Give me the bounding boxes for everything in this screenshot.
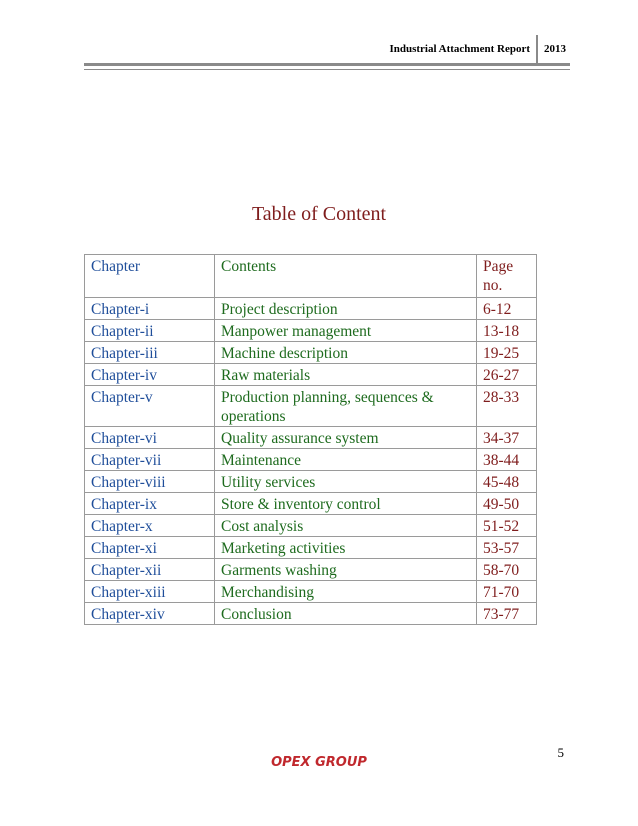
header-contents: Contents [215,255,477,298]
page-cell: 34-37 [477,427,537,449]
page-header [389,33,566,65]
chapter-cell: Chapter-iv [85,364,215,386]
report-title: Industrial Attachment Report [389,43,530,55]
page-cell: 28-33 [477,386,537,427]
table-row [85,427,537,449]
table-row [85,559,537,581]
chapter-cell: Chapter-vi [85,427,215,449]
page-cell: 51-52 [477,515,537,537]
table-row [85,581,537,603]
header-divider [536,35,538,63]
chapter-cell: Chapter-ii [85,320,215,342]
chapter-cell: Chapter-ix [85,493,215,515]
table-header-row [85,255,537,298]
contents-cell: Cost analysis [215,515,477,537]
page-title: Table of Content [251,203,387,225]
header-rule [84,63,570,66]
contents-cell: Store & inventory control [215,493,477,515]
page-cell: 73-77 [477,603,537,625]
contents-cell: Merchandising [215,581,477,603]
table-row [85,515,537,537]
chapter-cell: Chapter-xii [85,559,215,581]
footer-logo-text: OPEX GROUP [271,755,367,770]
chapter-cell: Chapter-v [85,386,215,427]
contents-cell: Manpower management [215,320,477,342]
contents-cell: Production planning, sequences & operations [215,386,477,427]
table-row [85,537,537,559]
page-cell: 58-70 [477,559,537,581]
chapter-cell: Chapter-viii [85,471,215,493]
page-cell: 19-25 [477,342,537,364]
chapter-cell: Chapter-iii [85,342,215,364]
page-cell: 38-44 [477,449,537,471]
page-cell: 45-48 [477,471,537,493]
table-row [85,603,537,625]
table-row [85,493,537,515]
header-page-no: Page no. [477,255,537,298]
page-cell: 53-57 [477,537,537,559]
table-row [85,471,537,493]
report-year: 2013 [544,43,566,55]
table-row [85,449,537,471]
page-cell: 49-50 [477,493,537,515]
table-row [85,298,537,320]
table-row [85,342,537,364]
page-cell: 6-12 [477,298,537,320]
chapter-cell: Chapter-xiii [85,581,215,603]
contents-cell: Marketing activities [215,537,477,559]
contents-cell: Project description [215,298,477,320]
contents-cell: Garments washing [215,559,477,581]
chapter-cell: Chapter-vii [85,449,215,471]
chapter-cell: Chapter-i [85,298,215,320]
header-chapter: Chapter [85,255,215,298]
page-cell: 71-70 [477,581,537,603]
page-number: 5 [557,745,564,760]
contents-cell: Quality assurance system [215,427,477,449]
contents-cell: Conclusion [215,603,477,625]
page-cell: 26-27 [477,364,537,386]
table-row [85,386,537,427]
contents-cell: Raw materials [215,364,477,386]
table-row [85,320,537,342]
chapter-cell: Chapter-xiv [85,603,215,625]
toc-table [84,254,537,625]
page-cell: 13-18 [477,320,537,342]
header-rule-thin [84,69,570,70]
contents-cell: Maintenance [215,449,477,471]
contents-cell: Machine description [215,342,477,364]
chapter-cell: Chapter-xi [85,537,215,559]
chapter-cell: Chapter-x [85,515,215,537]
contents-cell: Utility services [215,471,477,493]
table-row [85,364,537,386]
